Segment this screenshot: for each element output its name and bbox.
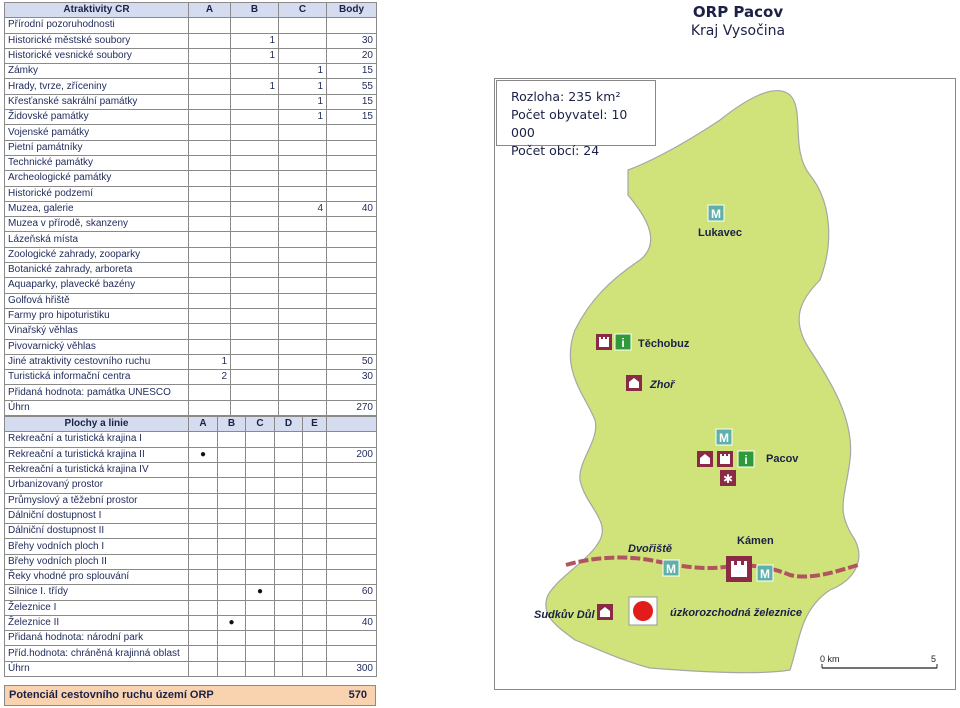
place-label-zhor: Zhoř (650, 379, 675, 391)
cell-b: 1 (231, 33, 279, 48)
row-label: Železnice II (5, 615, 189, 630)
info-area: Rozloha: 235 km² (511, 89, 621, 104)
map-subtitle: Kraj Vysočina (690, 23, 786, 39)
row-label: Muzea v přírodě, skanzeny (5, 217, 189, 232)
row-label: Aquaparky, plavecké bazény (5, 278, 189, 293)
region-shape (546, 91, 859, 673)
header-a: A (189, 3, 231, 18)
row-points: 15 (327, 64, 377, 79)
scale-bar (820, 654, 937, 668)
header-b: B (218, 417, 246, 432)
row-label: Břehy vodních ploch I (5, 539, 189, 554)
row-label: Historické podzemí (5, 186, 189, 201)
row-label: Břehy vodních ploch II (5, 554, 189, 569)
place-label-techobuz: Těchobuz (638, 338, 690, 350)
row-label: Muzea, galerie (5, 201, 189, 216)
place-label-kamen: Kámen (737, 535, 774, 547)
cell-a: ● (189, 447, 218, 462)
row-label: Jiné atraktivity cestovního ruchu (5, 354, 189, 369)
row-points: 60 (327, 585, 377, 600)
cell-c: 4 (279, 201, 327, 216)
castle-icon (596, 334, 612, 350)
cell-b: 1 (231, 48, 279, 63)
cell-b: ● (218, 615, 246, 630)
header-label: Atraktivity CR (5, 3, 189, 18)
row-points: 30 (327, 33, 377, 48)
cell-b: 1 (231, 79, 279, 94)
museum-icon (757, 565, 773, 581)
row-label: Železnice I (5, 600, 189, 615)
cell-c: 1 (279, 94, 327, 109)
chateau-icon (697, 451, 713, 467)
header-points: Body (327, 3, 377, 18)
cell-a: 1 (189, 354, 231, 369)
place-label-lukavec: Lukavec (698, 227, 743, 239)
header-label: Plochy a linie (5, 417, 189, 432)
row-label: Silnice I. třídy (5, 585, 189, 600)
row-label: Archeologické památky (5, 171, 189, 186)
header-b: B (231, 3, 279, 18)
row-label: Golfová hřiště (5, 293, 189, 308)
row-label: Rekreační a turistická krajina I (5, 432, 189, 447)
row-label: Dálniční dostupnost I (5, 508, 189, 523)
chateau-icon (626, 375, 642, 391)
museum-icon (708, 205, 724, 221)
row-label: Vojenské památky (5, 125, 189, 140)
castle-icon (726, 556, 752, 582)
row-label: Úhrn (5, 661, 189, 676)
row-label: Průmyslový a těžební prostor (5, 493, 189, 508)
row-label: Urbanizovaný prostor (5, 478, 189, 493)
cell-a: 2 (189, 370, 231, 385)
header-c: C (246, 417, 275, 432)
row-points: 40 (327, 615, 377, 630)
svg-text:✱: ✱ (722, 472, 734, 486)
row-points: 270 (327, 400, 377, 415)
header-c: C (279, 3, 327, 18)
row-points: 40 (327, 201, 377, 216)
scale-start: 0 km (820, 654, 840, 664)
row-label: Přidaná hodnota: národní park (5, 631, 189, 646)
info-population: Počet obyvatel: 10 000 (511, 107, 628, 140)
row-label: Židovské památky (5, 110, 189, 125)
row-label: Příd.hodnota: chráněná krajinná oblast (5, 646, 189, 661)
museum-icon (716, 429, 732, 445)
cell-c: 1 (279, 110, 327, 125)
row-label: Historické vesnické soubory (5, 48, 189, 63)
svg-text:M: M (666, 562, 676, 576)
row-points: 50 (327, 354, 377, 369)
row-points: 300 (327, 661, 377, 676)
place-label-pacov: Pacov (766, 453, 799, 465)
row-label: Vinařský věhlas (5, 324, 189, 339)
row-label: Úhrn (5, 400, 189, 415)
map-title: ORP Pacov (692, 3, 784, 21)
row-label: Farmy pro hipoturistiku (5, 308, 189, 323)
row-label: Lázeňská místa (5, 232, 189, 247)
row-points: 30 (327, 370, 377, 385)
place-label-dvoriste: Dvořiště (628, 543, 673, 555)
row-label: Hrady, tvrze, zříceniny (5, 79, 189, 94)
scale-end: 5 (931, 654, 937, 664)
museum-icon (663, 560, 679, 576)
row-label: Historické městské soubory (5, 33, 189, 48)
cell-c: 1 (279, 79, 327, 94)
railway-marker-icon (629, 597, 657, 625)
place-label-railway: úzkorozchodná železnice (670, 607, 803, 619)
row-label: Pietní památníky (5, 140, 189, 155)
row-label: Zámky (5, 64, 189, 79)
header-a: A (189, 417, 218, 432)
header-d: D (275, 417, 303, 432)
row-points: 20 (327, 48, 377, 63)
svg-text:i: i (744, 453, 748, 467)
row-label: Křesťanské sakrální památky (5, 94, 189, 109)
row-label: Přírodní pozoruhodnosti (5, 18, 189, 33)
row-points: 15 (327, 94, 377, 109)
row-label: Dálniční dostupnost II (5, 524, 189, 539)
header-e: E (303, 417, 327, 432)
region-info-box (496, 80, 656, 158)
row-label: Zoologické zahrady, zooparky (5, 247, 189, 262)
info-municipalities: Počet obcí: 24 (511, 143, 600, 158)
svg-text:M: M (711, 207, 721, 221)
row-label: Rekreační a turistická krajina IV (5, 462, 189, 477)
total-potential-value: 570 (348, 689, 367, 701)
svg-text:M: M (719, 431, 729, 445)
row-points: 15 (327, 110, 377, 125)
row-points: 200 (327, 447, 377, 462)
row-label: Přidaná hodnota: památka UNESCO (5, 385, 189, 400)
castle-icon (717, 451, 733, 467)
cell-c: ● (246, 585, 275, 600)
row-label: Technické památky (5, 155, 189, 170)
row-label: Turistická informační centra (5, 370, 189, 385)
star-icon (720, 470, 736, 486)
info-icon (738, 451, 754, 467)
svg-text:M: M (760, 567, 770, 581)
chateau-icon (597, 604, 613, 620)
row-label: Rekreační a turistická krajina II (5, 447, 189, 462)
row-label: Botanické zahrady, arboreta (5, 263, 189, 278)
row-label: Řeky vhodné pro splouvání (5, 569, 189, 584)
row-label: Pivovarnický věhlas (5, 339, 189, 354)
cell-c: 1 (279, 64, 327, 79)
row-points: 55 (327, 79, 377, 94)
svg-text:i: i (621, 336, 625, 350)
info-icon (615, 334, 631, 350)
total-potential-label: Potenciál cestovního ruchu území ORP (9, 689, 214, 701)
place-label-sudkuv-dul: Sudkův Důl (534, 609, 595, 621)
